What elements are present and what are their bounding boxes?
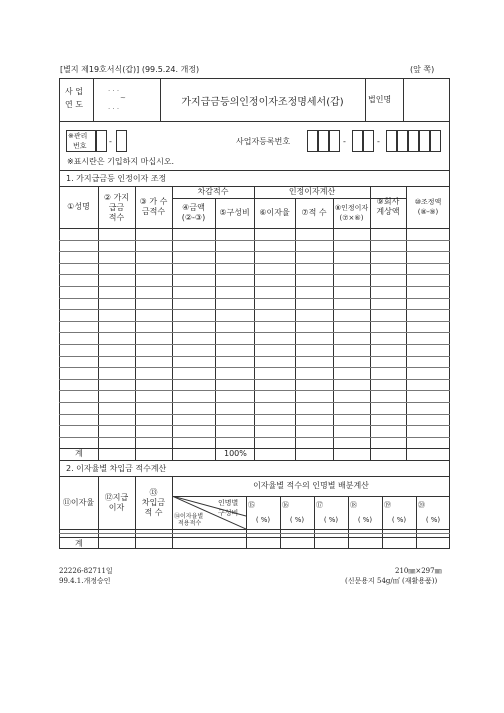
table-row	[59, 379, 450, 380]
person-percent-label[interactable]: ( %)	[391, 516, 407, 524]
form-number: [별지 제19호서식(갑)] (99.5.24. 개정)	[60, 65, 200, 74]
section1-total-label: 계	[75, 449, 83, 458]
table-row	[59, 367, 450, 368]
table-row	[59, 533, 450, 534]
biz-reg-digit-1[interactable]	[307, 130, 318, 152]
page-side-label: (앞 쪽)	[410, 65, 435, 74]
corp-name-label: 법인명	[368, 95, 392, 104]
col-loan-header: ② 가지 급금 적수	[103, 193, 130, 222]
table-row	[59, 402, 450, 403]
s2-diag-top-line2: 구성비	[218, 509, 239, 517]
section1-total-ratio: 100%	[224, 449, 247, 458]
section2-total-label: 계	[75, 539, 83, 548]
form-title: 가지급금등의인정이자조정명세서(갑)	[181, 97, 344, 108]
s2-diag-bottom-line1: ⑭이자율별	[174, 513, 204, 520]
table-row	[59, 356, 450, 357]
col-name-header: ①성명	[67, 202, 90, 211]
col-ratio-header: ⑤구성비	[219, 208, 250, 217]
table-row	[59, 309, 450, 310]
mgmt-no-label-line2: 번호	[73, 142, 87, 150]
mgmt-no-input-1[interactable]	[96, 130, 107, 152]
table-row	[59, 274, 450, 275]
section2-title: 2. 이자율별 차입금 적수계산	[66, 464, 167, 473]
col-amount-header: ④금액 (②-③)	[181, 203, 206, 222]
table-row	[59, 251, 450, 252]
col-adjust-header: ⑩조정액 (⑧-⑨)	[414, 198, 442, 216]
col-recognized-header: ⑧인정이자 (⑦×⑥)	[334, 204, 369, 222]
mgmt-no-input-2[interactable]	[116, 130, 127, 152]
col-company-header: ⑨회사 계상액	[376, 197, 400, 216]
biz-reg-label: 사업자등록번호	[236, 137, 291, 146]
table-row	[59, 298, 450, 299]
period-label-line2: 연 도	[65, 100, 83, 109]
biz-reg-digit-6[interactable]	[386, 130, 397, 152]
s2-col-rate-header: ⑪이자율	[62, 497, 95, 507]
person-mark: ⑲	[384, 501, 391, 509]
table-row	[59, 414, 450, 415]
person-percent-label[interactable]: ( %)	[425, 516, 441, 524]
mgmt-no-label-line1: ※관리	[68, 132, 88, 140]
col-product-header: ⑦적 수	[301, 208, 327, 217]
admin-note: ※표시란은 기입하지 마십시오.	[67, 157, 175, 166]
person-percent-label[interactable]: ( %)	[357, 516, 373, 524]
table-row	[59, 286, 450, 287]
biz-reg-digit-3[interactable]	[329, 130, 340, 152]
person-mark: ⑮	[248, 501, 255, 509]
footer-size: 210㎜×297㎜	[395, 567, 442, 575]
biz-reg-dash-2: -	[377, 137, 380, 146]
person-mark: ⑯	[282, 501, 289, 509]
biz-reg-dash-1: -	[343, 137, 346, 146]
biz-reg-digit-5[interactable]	[363, 130, 374, 152]
section1-title: 1. 가지급금등 인정이자 조정	[66, 174, 167, 183]
group-interest-header: 인정이자계산	[288, 187, 336, 196]
person-percent-label[interactable]: ( %)	[255, 516, 271, 524]
period-end-dots[interactable]: . . .	[108, 103, 120, 111]
footer-code-2: 99.4.1.개정승인	[59, 577, 111, 585]
table-row	[59, 344, 450, 345]
s2-col-borrow-header: ⑬ 차입금 적 수	[141, 487, 166, 517]
period-label-line1: 사 업	[65, 87, 83, 96]
s2-col-interest-header: ⑫지급 이자	[104, 492, 129, 512]
biz-reg-digit-9[interactable]	[419, 130, 430, 152]
table-row	[59, 437, 450, 438]
s2-diag-top-line1: 인명별	[218, 499, 239, 507]
biz-reg-digit-2[interactable]	[318, 130, 329, 152]
footer-paper: (신문용지 54g/㎡ (재활용품))	[345, 577, 438, 585]
biz-reg-digit-4[interactable]	[352, 130, 363, 152]
biz-reg-digit-10[interactable]	[430, 130, 441, 152]
period-tilde: ~	[120, 94, 126, 102]
table-row	[59, 263, 450, 264]
person-mark: ⑱	[350, 501, 357, 509]
person-mark: ⑳	[418, 501, 425, 509]
biz-reg-digit-7[interactable]	[397, 130, 408, 152]
mgmt-no-dash: -	[109, 137, 112, 146]
table-row	[59, 332, 450, 333]
s2-group-alloc-header: 이자율별 적수의 인명별 배분계산	[253, 481, 369, 490]
table-row	[59, 321, 450, 322]
col-payable-header: ③ 가 수 금적수	[139, 197, 168, 216]
table-row	[59, 240, 450, 241]
period-start-dots[interactable]: . . .	[108, 85, 120, 93]
person-mark: ⑰	[316, 501, 323, 509]
col-rate-header: ⑥이자율	[259, 208, 290, 217]
person-percent-label[interactable]: ( %)	[323, 516, 339, 524]
table-row	[59, 390, 450, 391]
footer-code-1: 22226-82711일	[59, 567, 113, 575]
group-diff-header: 차감적수	[197, 187, 229, 196]
table-row	[59, 425, 450, 426]
biz-reg-digit-8[interactable]	[408, 130, 419, 152]
s2-diag-bottom-line2: 적용적수	[178, 520, 202, 527]
person-percent-label[interactable]: ( %)	[289, 516, 305, 524]
